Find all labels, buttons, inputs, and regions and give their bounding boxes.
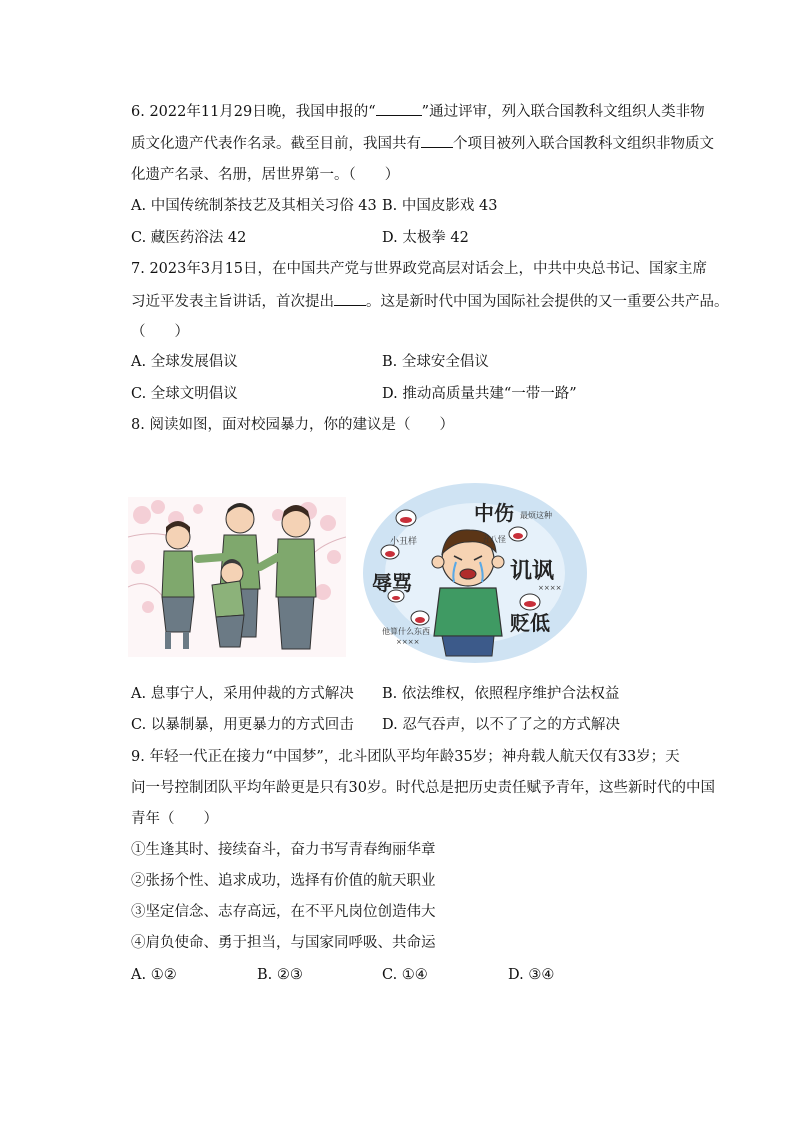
q9-statement-4: ④肩负使命、勇于担当，与国家同呼吸、共命运 [131,935,436,951]
q9-statement-1: ①生逢其时、接续奋斗，奋力书写青春绚丽华章 [131,842,436,858]
q6-option-c: C. 藏医药浴法 42 [131,230,247,246]
q6-stem-line3: 化遗产名录、名册，居世界第一。（ ） [131,167,400,183]
q8-option-c: C. 以暴制暴，用更暴力的方式回击 [131,717,354,733]
q9-stem-line3: 青年（ ） [131,811,218,827]
cartoon-word-jifeng: 讥讽 [510,559,555,584]
q9-statement-2: ②张扬个性、追求成功，选择有价值的航天职业 [131,873,436,889]
q7-stem-line2: 习近平发表主旨讲话，首次提出 。这是新时代中国为国际社会提供的又一重要公共产品。 [131,291,729,312]
cartoon-word-bianDi: 贬低 [510,611,550,635]
verbal-abuse-cartoon-image [360,478,590,668]
q6-stem-line1: 6. 2022年11月29日晚，我国申报的“ ”通过评审，列入联合国教科文组织人类非物 [131,101,705,122]
q9-option-a: A. ①② [131,967,177,983]
q8-option-d: D. 忍气吞声，以不了了之的方式解决 [382,717,620,733]
q7-blank [334,291,366,306]
q7-option-a: A. 全球发展倡议 [131,354,238,370]
q6-option-a: A. 中国传统制茶技艺及其相关习俗 43 [131,198,377,214]
cartoon-word-tasuan: 他算什么东西 [382,627,430,636]
q6-option-b: B. 中国皮影戏 43 [382,198,498,214]
cartoon-word-xxxx-2: ×××× [396,638,420,646]
q9-option-c: C. ①④ [382,967,428,983]
cartoon-word-zuifan: 最烦这种 [520,511,552,520]
cartoon-word-chouba: 丑八怪 [482,535,506,544]
q9-stem-line2: 问一号控制团队平均年龄更是只有30岁。时代总是把历史责任赋予青年，这些新时代的中国 [131,780,715,796]
q6-option-d: D. 太极拳 42 [382,230,469,246]
cartoon-word-xiaochou: 小丑样 [390,537,418,547]
q8-option-b: B. 依法维权，依照程序维护合法权益 [382,686,620,702]
cartoon-word-zhongshang: 中伤 [474,501,514,525]
q7-stem-line3: （ ） [131,324,189,340]
cartoon-word-ruma: 辱骂 [372,571,412,595]
q6-blank-2 [421,133,453,148]
q6-stem-line2: 质文化遗产代表作名录。截至目前，我国共有 个项目被列入联合国教科文组织非物质文 [131,133,714,154]
q9-option-b: B. ②③ [257,967,303,983]
q9-statement-3: ③坚定信念、志存高远，在不平凡岗位创造伟大 [131,904,436,920]
bullying-cartoon-image [128,497,346,657]
cartoon-word-xxxx-1: ×××× [538,584,562,592]
q7-option-b: B. 全球安全倡议 [382,354,489,370]
q7-option-d: D. 推动高质量共建“一带一路” [382,386,577,402]
q9-stem-line1: 9. 年轻一代正在接力“中国梦”，北斗团队平均年龄35岁；神舟载人航天仅有33岁；天 [131,749,680,765]
q8-option-a: A. 息事宁人，采用仲裁的方式解决 [131,686,354,702]
q7-option-c: C. 全球文明倡议 [131,386,238,402]
q9-option-d: D. ③④ [508,967,555,983]
q7-stem-line1: 7. 2023年3月15日，在中国共产党与世界政党高层对话会上，中共中央总书记、国家主席 [131,261,708,277]
q8-stem: 8. 阅读如图，面对校园暴力，你的建议是（ ） [131,417,454,433]
q6-blank-1 [376,101,422,116]
